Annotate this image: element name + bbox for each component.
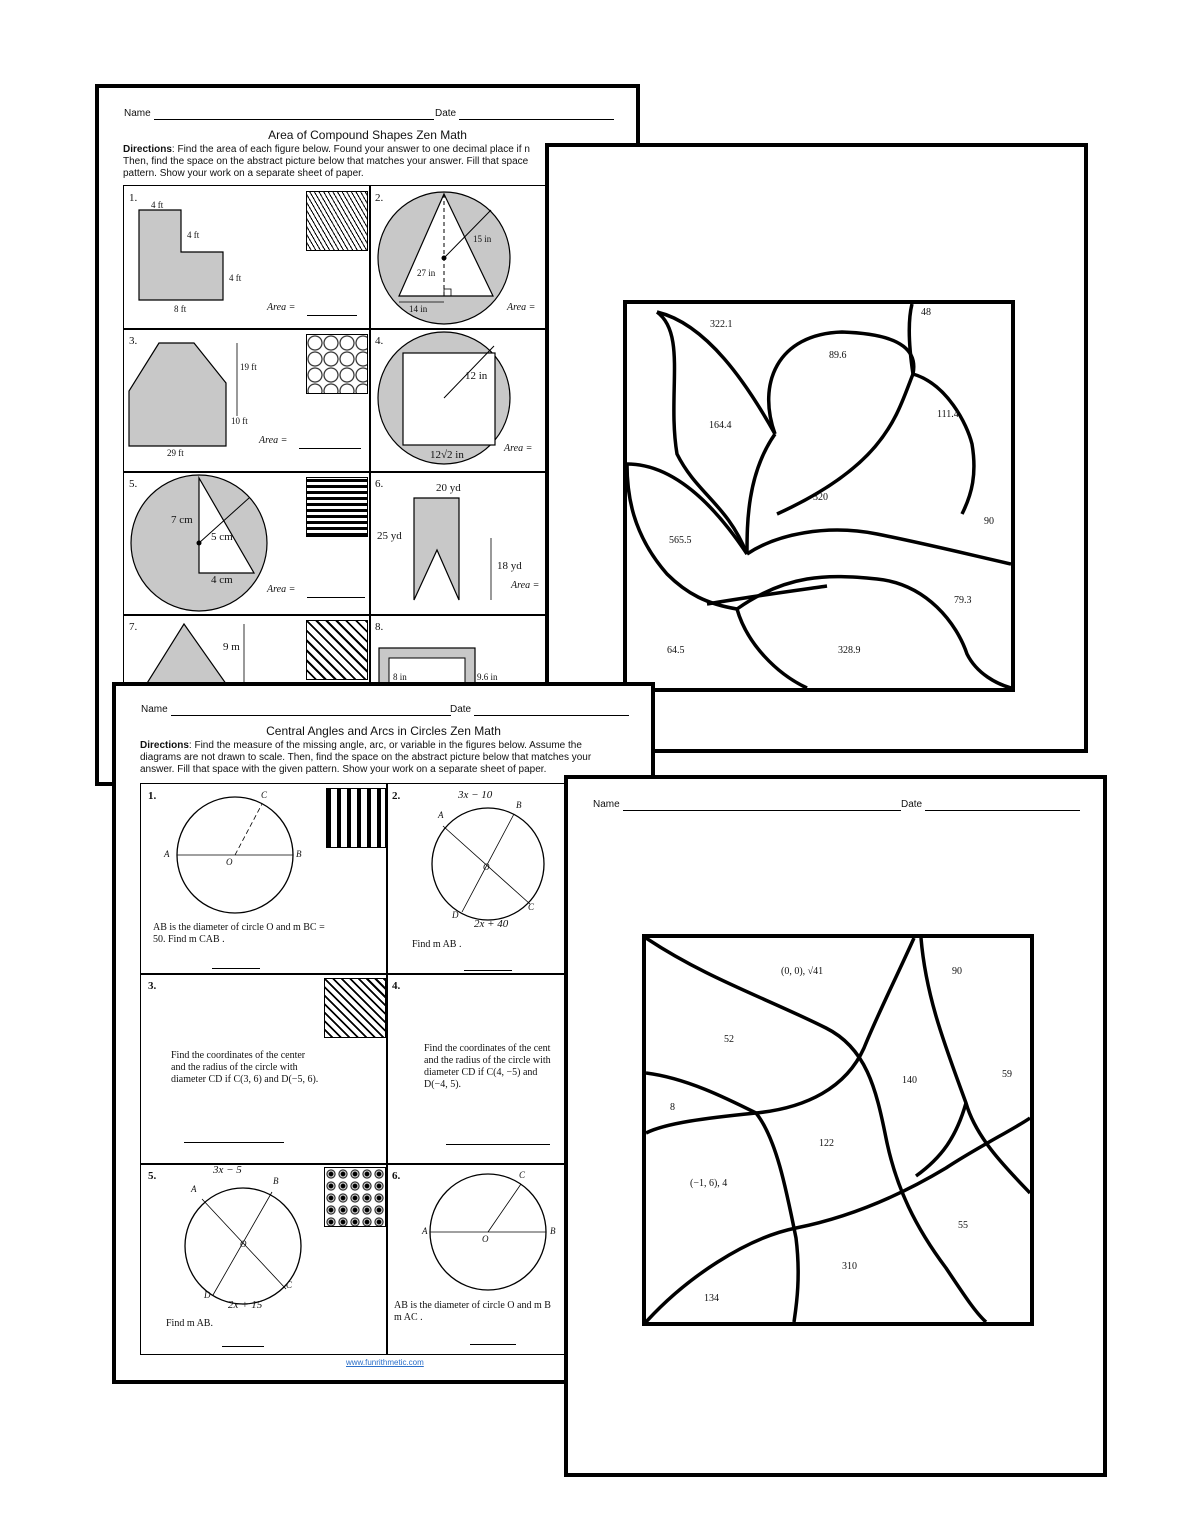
pattern-swatch-diamond-icon <box>326 788 386 848</box>
answer-line <box>307 315 357 316</box>
dimension-label: 27 in <box>417 268 436 278</box>
zen-region-value: 90 <box>984 516 994 527</box>
zen-frame <box>623 300 1015 692</box>
dimension-label: 15 in <box>473 234 492 244</box>
zen-region-value: 90 <box>952 966 962 977</box>
zen-region-value: 322.1 <box>710 319 733 330</box>
point-label: A <box>438 810 444 820</box>
area-label: Area = <box>511 580 540 591</box>
answer-line <box>446 1144 550 1145</box>
dimension-label: 10 ft <box>231 416 248 426</box>
answer-line <box>464 970 512 971</box>
zen-region-value: 79.3 <box>954 595 972 606</box>
answer-line <box>222 1346 264 1347</box>
answer-line <box>307 597 365 598</box>
problem-number: 4. <box>392 980 401 992</box>
point-label: B <box>550 1226 556 1236</box>
problem-number: 3. <box>129 335 138 347</box>
problem-2-question: Find m AB . <box>412 939 462 950</box>
problem-6-question: AB is the diameter of circle O and m B m AC . <box>394 1300 551 1323</box>
answer-line <box>470 1344 516 1345</box>
pattern-swatch-lattice-icon <box>306 620 368 680</box>
problem-1-question: AB is the diameter of circle O and m BC = 50. Find m CAB . <box>153 922 325 945</box>
problem-number: 8. <box>375 621 384 633</box>
arc-expression: 3x − 10 <box>458 789 493 801</box>
dimension-label: 5 cm <box>211 531 233 543</box>
dimension-label: 29 ft <box>167 448 184 458</box>
dimension-label: 20 yd <box>436 482 461 494</box>
dimension-label: 7 cm <box>171 514 193 526</box>
problem-number: 5. <box>129 478 138 490</box>
dimension-label: 12√2 in <box>430 449 464 461</box>
zen-region-value: 111.4 <box>937 409 959 420</box>
dimension-label: 8 ft <box>174 304 187 314</box>
name-line <box>623 810 901 811</box>
area-label: Area = <box>267 584 296 595</box>
problem-number: 4. <box>375 335 384 347</box>
zen-region-value: 122 <box>819 1138 834 1149</box>
problem-5-question: Find m AB. <box>166 1318 213 1329</box>
dimension-label: 4 ft <box>187 230 200 240</box>
dimension-label: 18 yd <box>497 560 522 572</box>
area-label: Area = <box>267 302 296 313</box>
dimension-label: 25 yd <box>377 530 402 542</box>
problem-number: 7. <box>129 621 138 633</box>
zen-region-value: (0, 0), √41 <box>781 966 824 977</box>
arc-expression: 2x + 40 <box>474 918 509 930</box>
problem-number: 1. <box>129 192 138 204</box>
point-label: A <box>422 1226 428 1236</box>
problem-number: 2. <box>392 790 401 802</box>
point-label: C <box>261 790 268 800</box>
date-label: Date <box>901 799 923 810</box>
dimension-label: 4 cm <box>211 574 233 586</box>
zen-picture-leaves <box>545 143 1088 753</box>
dimension-label: 12 in <box>465 370 488 382</box>
name-label: Name <box>141 704 168 715</box>
zen-region-value: 134 <box>704 1293 719 1304</box>
zen-region-value: 52 <box>724 1034 734 1045</box>
problem-number: 2. <box>375 192 384 204</box>
arc-expression: 2x + 15 <box>228 1299 263 1311</box>
pattern-swatch-scales-icon <box>324 1167 386 1227</box>
problem-number: 1. <box>148 790 157 802</box>
answer-line <box>299 448 361 449</box>
worksheet-title: Area of Compound Shapes Zen Math <box>268 128 467 142</box>
point-label: A <box>191 1184 197 1194</box>
point-label: B <box>296 849 302 859</box>
zen-region-value: 8 <box>670 1102 675 1113</box>
area-label: Area = <box>504 443 533 454</box>
point-label: B <box>273 1176 279 1186</box>
point-label: O <box>226 857 233 867</box>
directions: Directions: Find the area of each figure below. Found your answer to one decimal place if n Then, find the space on the abstract picture below that matches your answer. Fill that space pattern. Show your work on a separate sheet of paper. <box>123 144 530 179</box>
zen-region-value: (−1, 6), 4 <box>690 1178 728 1189</box>
point-label: D <box>204 1290 211 1300</box>
dimension-label: 4 ft <box>229 273 242 283</box>
arc-expression: 3x − 5 <box>213 1164 242 1176</box>
pattern-swatch-pebbles-icon <box>306 334 368 394</box>
zen-region-value: 48 <box>921 307 931 318</box>
name-label: Name <box>124 108 151 119</box>
problem-3-question: Find the coordinates of the center and the radius of the circle with diameter CD if C(3, 6) and D(−5, 6). <box>171 1050 319 1085</box>
dimension-label: 19 ft <box>240 362 257 372</box>
zen-region-value: 310 <box>842 1261 857 1272</box>
point-label: O <box>482 1234 489 1244</box>
point-label: B <box>516 800 522 810</box>
dimension-label: 9.6 in <box>477 672 498 682</box>
point-label: O <box>483 862 490 872</box>
zen-region-value: 55 <box>958 1220 968 1231</box>
zen-region-value: 164.4 <box>709 420 732 431</box>
area-label: Area = <box>259 435 288 446</box>
answer-line <box>212 968 260 969</box>
answer-line <box>184 1142 284 1143</box>
zen-region-value: 59 <box>1002 1069 1012 1080</box>
zen-picture-curves <box>564 775 1107 1477</box>
date-label: Date <box>435 108 457 119</box>
problem-number: 6. <box>392 1170 401 1182</box>
zen-frame <box>642 934 1034 1326</box>
point-label: O <box>240 1239 247 1249</box>
pattern-swatch-chevron-icon <box>306 191 368 251</box>
problem-number: 3. <box>148 980 157 992</box>
point-label: A <box>164 849 170 859</box>
zen-region-value: 328.9 <box>838 645 861 656</box>
problem-number: 6. <box>375 478 384 490</box>
zen-region-value: 320 <box>813 492 828 503</box>
directions: Directions: Find the measure of the missing angle, arc, or variable in the figures below. Assume the diagrams are not drawn to scale. Then, find the space on the abstract picture below that matches your answer. Fill that space with the given pattern. Show your work on a separate sheet of paper. <box>140 740 592 775</box>
zen-region-value: 89.6 <box>829 350 847 361</box>
point-label: C <box>286 1280 293 1290</box>
dimension-label: 9 m <box>223 641 240 653</box>
area-label: Area = <box>507 302 536 313</box>
dimension-label: 4 ft <box>151 200 164 210</box>
pattern-swatch-squares-icon <box>306 477 368 537</box>
name-label: Name <box>593 799 620 810</box>
point-label: C <box>519 1170 526 1180</box>
date-line <box>925 810 1080 811</box>
dimension-label: 14 in <box>409 304 428 314</box>
zen-region-value: 64.5 <box>667 645 685 656</box>
point-label: C <box>528 902 535 912</box>
point-label: D <box>452 910 459 920</box>
footer-link[interactable]: www.funrithmetic.com <box>346 1358 424 1367</box>
problem-number: 5. <box>148 1170 157 1182</box>
problem-4-question: Find the coordinates of the cent and the radius of the circle with diameter CD if C(4, −5) and D(−4, 5). <box>424 1043 551 1090</box>
curve-outline-drawing <box>646 938 1030 1322</box>
pattern-swatch-stripes-icon <box>324 978 386 1038</box>
date-label: Date <box>450 704 472 715</box>
zen-region-value: 140 <box>902 1075 917 1086</box>
dimension-label: 8 in <box>393 672 407 682</box>
zen-region-value: 565.5 <box>669 535 692 546</box>
worksheet-title: Central Angles and Arcs in Circles Zen Math <box>266 724 501 738</box>
